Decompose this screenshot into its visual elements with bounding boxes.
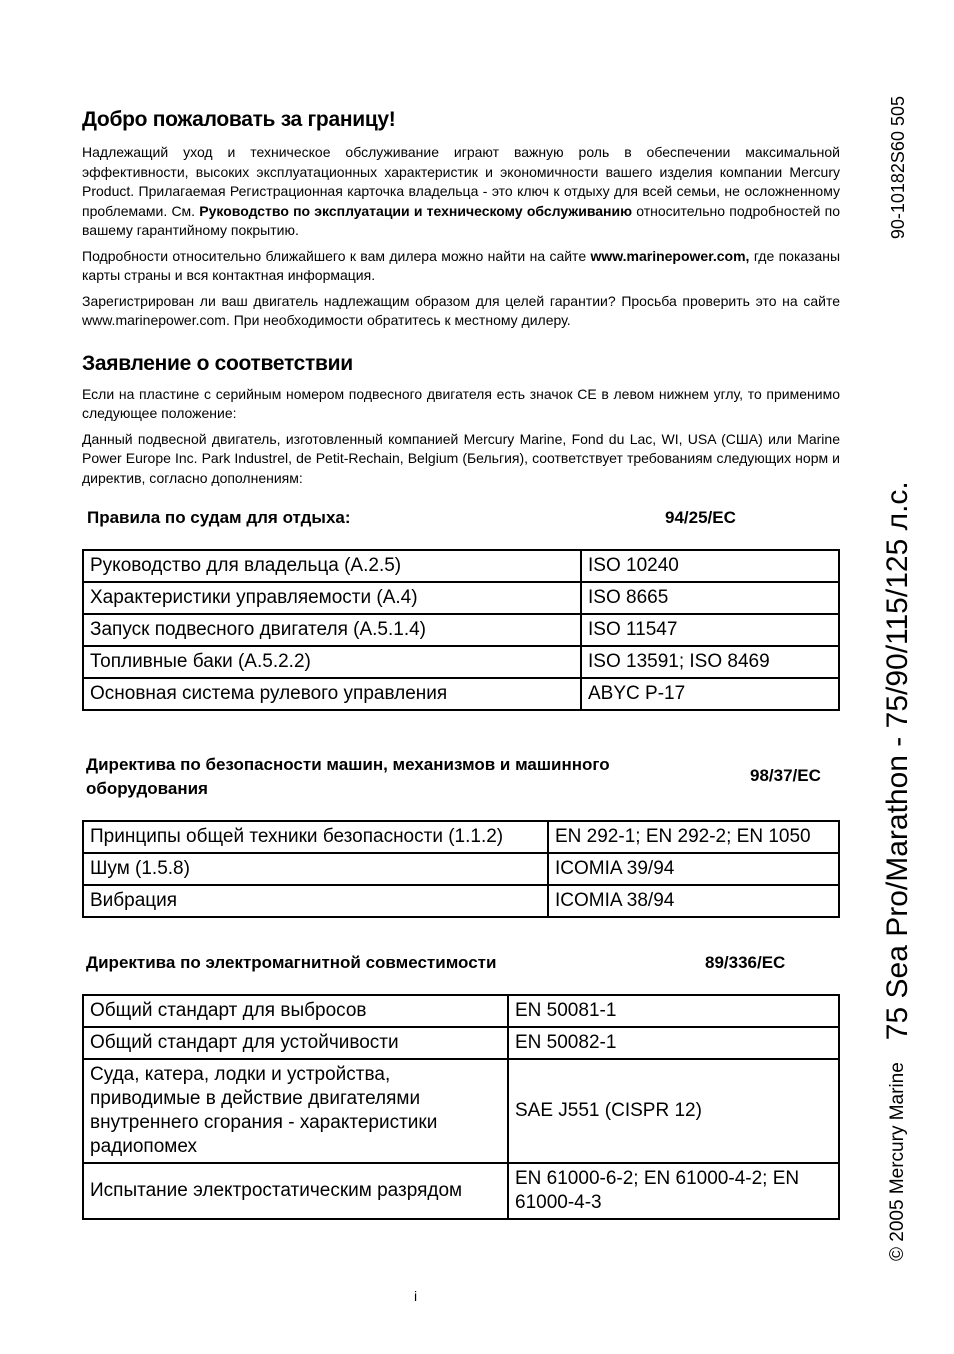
standard-cell: EN 50082-1	[508, 1027, 839, 1059]
table-row	[83, 614, 839, 646]
copyright-notice: © 2005 Mercury Marine	[887, 1062, 908, 1261]
requirement-cell: Вибрация	[83, 885, 548, 917]
sidebar-rotated	[870, 96, 926, 1261]
welcome-p2-text: Подробности относительно ближайшего к вам дилера можно найти на сайте	[82, 247, 587, 264]
website-link: www.marinepower.com,	[590, 247, 750, 264]
table-row	[83, 885, 839, 917]
requirement-cell: Принципы общей техники безопасности (1.1.2)	[83, 821, 548, 853]
standard-cell: ISO 10240	[581, 550, 839, 582]
directive-1-code: 94/25/EC	[665, 508, 736, 527]
directive-1-title: Правила по судам для отдыха:	[87, 508, 351, 527]
table-row	[83, 995, 839, 1027]
requirement-cell: Основная система рулевого управления	[83, 678, 581, 710]
standard-cell: SAE J551 (CISPR 12)	[508, 1059, 839, 1163]
directive-2-title: Директива по безопасности машин, механизмов и машинного оборудования	[86, 755, 610, 798]
welcome-paragraph-3: Зарегистрирован ли ваш двигатель надлежащим образом для целей гарантии? Просьба проверить это на сайте www.marinepower.com. При необходимости обратитесь к местному дилеру.	[82, 292, 840, 328]
welcome-p2-end: где показаны карты страны и вся контактная информация.	[82, 247, 841, 283]
requirement-cell: Суда, катера, лодки и устройства, приводимые в действие двигателями внутреннего сгорания - характеристики радиопомех	[83, 1059, 508, 1163]
standard-cell: ISO 8665	[581, 582, 839, 614]
requirement-cell: Характеристики управляемости (A.4)	[83, 582, 581, 614]
welcome-p1-text: Надлежащий уход и техническое обслуживание играют важную роль в обеспечении максимальной эффективности, высоких эксплуатационных характеристик и экономичности вашего изделия компании Mercury Product. Прилагаемая Регистрационная карточка владельца - это ключ к отдыху для всей семьи, не осложненному проблемами. См.	[82, 144, 840, 219]
standard-cell: EN 50081-1	[508, 995, 839, 1027]
standard-cell: EN 292-1; EN 292-2; EN 1050	[548, 821, 839, 853]
requirement-cell: Шум (1.5.8)	[83, 853, 548, 885]
conformity-title: Заявление о соответствии	[82, 351, 353, 375]
table-row	[83, 1027, 839, 1059]
standard-cell: ISO 11547	[581, 614, 839, 646]
requirement-cell: Общий стандарт для устойчивости	[83, 1027, 508, 1059]
welcome-paragraph-2	[82, 247, 840, 286]
standard-cell: ICOMIA 38/94	[548, 885, 839, 917]
standard-cell: ABYC P-17	[581, 678, 839, 710]
table-row	[83, 821, 839, 853]
table-row	[83, 550, 839, 582]
directive-3-title: Директива по электромагнитной совместимости	[86, 953, 497, 972]
requirement-cell: Руководство для владельца (A.2.5)	[83, 550, 581, 582]
standard-cell: ICOMIA 39/94	[548, 853, 839, 885]
welcome-paragraph-1	[82, 143, 840, 241]
conformity-paragraph-1: Если на пластине с серийным номером подвесного двигателя есть значок CE в левом нижнем углу, то применимо следующее положение:	[82, 385, 840, 421]
welcome-p1-end: относительно подробностей по вашему гарантийному покрытию.	[82, 202, 840, 238]
table-row	[83, 1059, 839, 1163]
table-row	[83, 646, 839, 678]
conformity-paragraph-2: Данный подвесной двигатель, изготовленный компанией Mercury Marine, Fond du Lac, WI, USA (США) или Marine Power Europe Inc. Park Industrel, de Petit-Rechain, Belgium (Бельгия), соответствует требованиям следующих норм и директив, согласно дополнениям:	[82, 430, 840, 486]
table-row	[83, 582, 839, 614]
table-row	[83, 853, 839, 885]
requirement-cell: Запуск подвесного двигателя (A.5.1.4)	[83, 614, 581, 646]
directive-3-table	[82, 994, 840, 1220]
table-row	[83, 678, 839, 710]
standard-cell: ISO 13591; ISO 8469	[581, 646, 839, 678]
directive-3-code: 89/336/EC	[705, 953, 786, 972]
table-row	[83, 1163, 839, 1219]
standard-cell: EN 61000-6-2; EN 61000-4-2; EN 61000-4-3	[508, 1163, 839, 1219]
requirement-cell: Испытание электростатическим разрядом	[83, 1163, 508, 1219]
directive-2-table	[82, 820, 840, 918]
page-number: i	[414, 1288, 418, 1304]
manual-title: 75 Sea Pro/Marathon - 75/90/115/125 л.с.	[881, 481, 914, 1041]
requirement-cell: Общий стандарт для выбросов	[83, 995, 508, 1027]
document-code: 90-10182S60 505	[887, 96, 908, 240]
welcome-title: Добро пожаловать за границу!	[82, 108, 396, 131]
directive-1-table	[82, 549, 840, 711]
page-content	[82, 108, 840, 488]
requirement-cell: Топливные баки (A.5.2.2)	[83, 646, 581, 678]
sidebar	[870, 96, 926, 1261]
manual-reference: Руководство по эксплуатации и техническому обслуживанию	[199, 202, 633, 219]
directive-2-code: 98/37/EC	[750, 766, 821, 785]
